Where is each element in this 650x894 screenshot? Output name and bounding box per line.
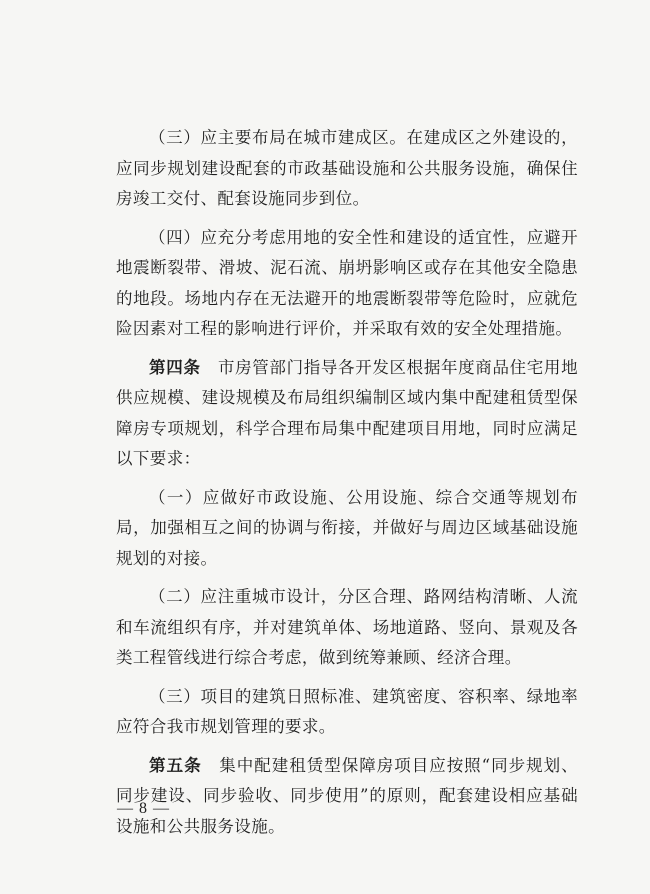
paragraph-clause-2 (116, 582, 578, 674)
paragraph-clause-1 (116, 483, 578, 575)
paragraph-clause-3b (116, 682, 578, 743)
document-body (116, 123, 578, 850)
paragraph-text: （二）应注重城市设计，分区合理、路网结构清晰、人流和车流组织有序，并对建筑单体、场地道路、竖向、景观及各类工程管线进行综合考虑，做到统筹兼顾、经济合理。 (116, 587, 578, 667)
paragraph-clause-3 (116, 123, 578, 215)
paragraph-text: 市房管部门指导各开发区根据年度商品住宅用地供应规模、建设规模及布局组织编制区域内集中配建租赁型保障房专项规划，科学合理布局集中配建项目用地，同时应满足以下要求： (116, 357, 578, 468)
article-number: 第四条 (149, 357, 201, 377)
paragraph-article-4 (116, 353, 578, 475)
article-number: 第五条 (149, 755, 202, 775)
paragraph-text: （一）应做好市政设施、公用设施、综合交通等规划布局，加强相互之间的协调与衔接，并做好与周边区域基础设施规划的对接。 (116, 487, 578, 568)
page-number: — 8 — (117, 800, 170, 817)
paragraph-text: （三）项目的建筑日照标准、建筑密度、容积率、绿地率应符合我市规划管理的要求。 (116, 686, 578, 736)
paragraph-text: 集中配建租赁型保障房项目应按照“同步规划、同步建设、同步验收、同步使用”的原则，配套建设相应基础设施和公共服务设施。 (116, 755, 578, 836)
paragraph-text: （三）应主要布局在城市建成区。在建成区之外建设的，应同步规划建设配套的市政基础设施和公共服务设施，确保住房竣工交付、配套设施同步到位。 (116, 128, 578, 208)
paragraph-clause-4 (116, 223, 578, 345)
paragraph-text: （四）应充分考虑用地的安全性和建设的适宜性，应避开地震断裂带、滑坡、泥石流、崩坍影响区或存在其他安全隐患的地段。场地内存在无法避开的地震断裂带等危险时，应就危险因素对工程的影响进行评价，并采取有效的安全处理措施。 (116, 227, 578, 338)
paragraph-article-5 (116, 751, 578, 843)
